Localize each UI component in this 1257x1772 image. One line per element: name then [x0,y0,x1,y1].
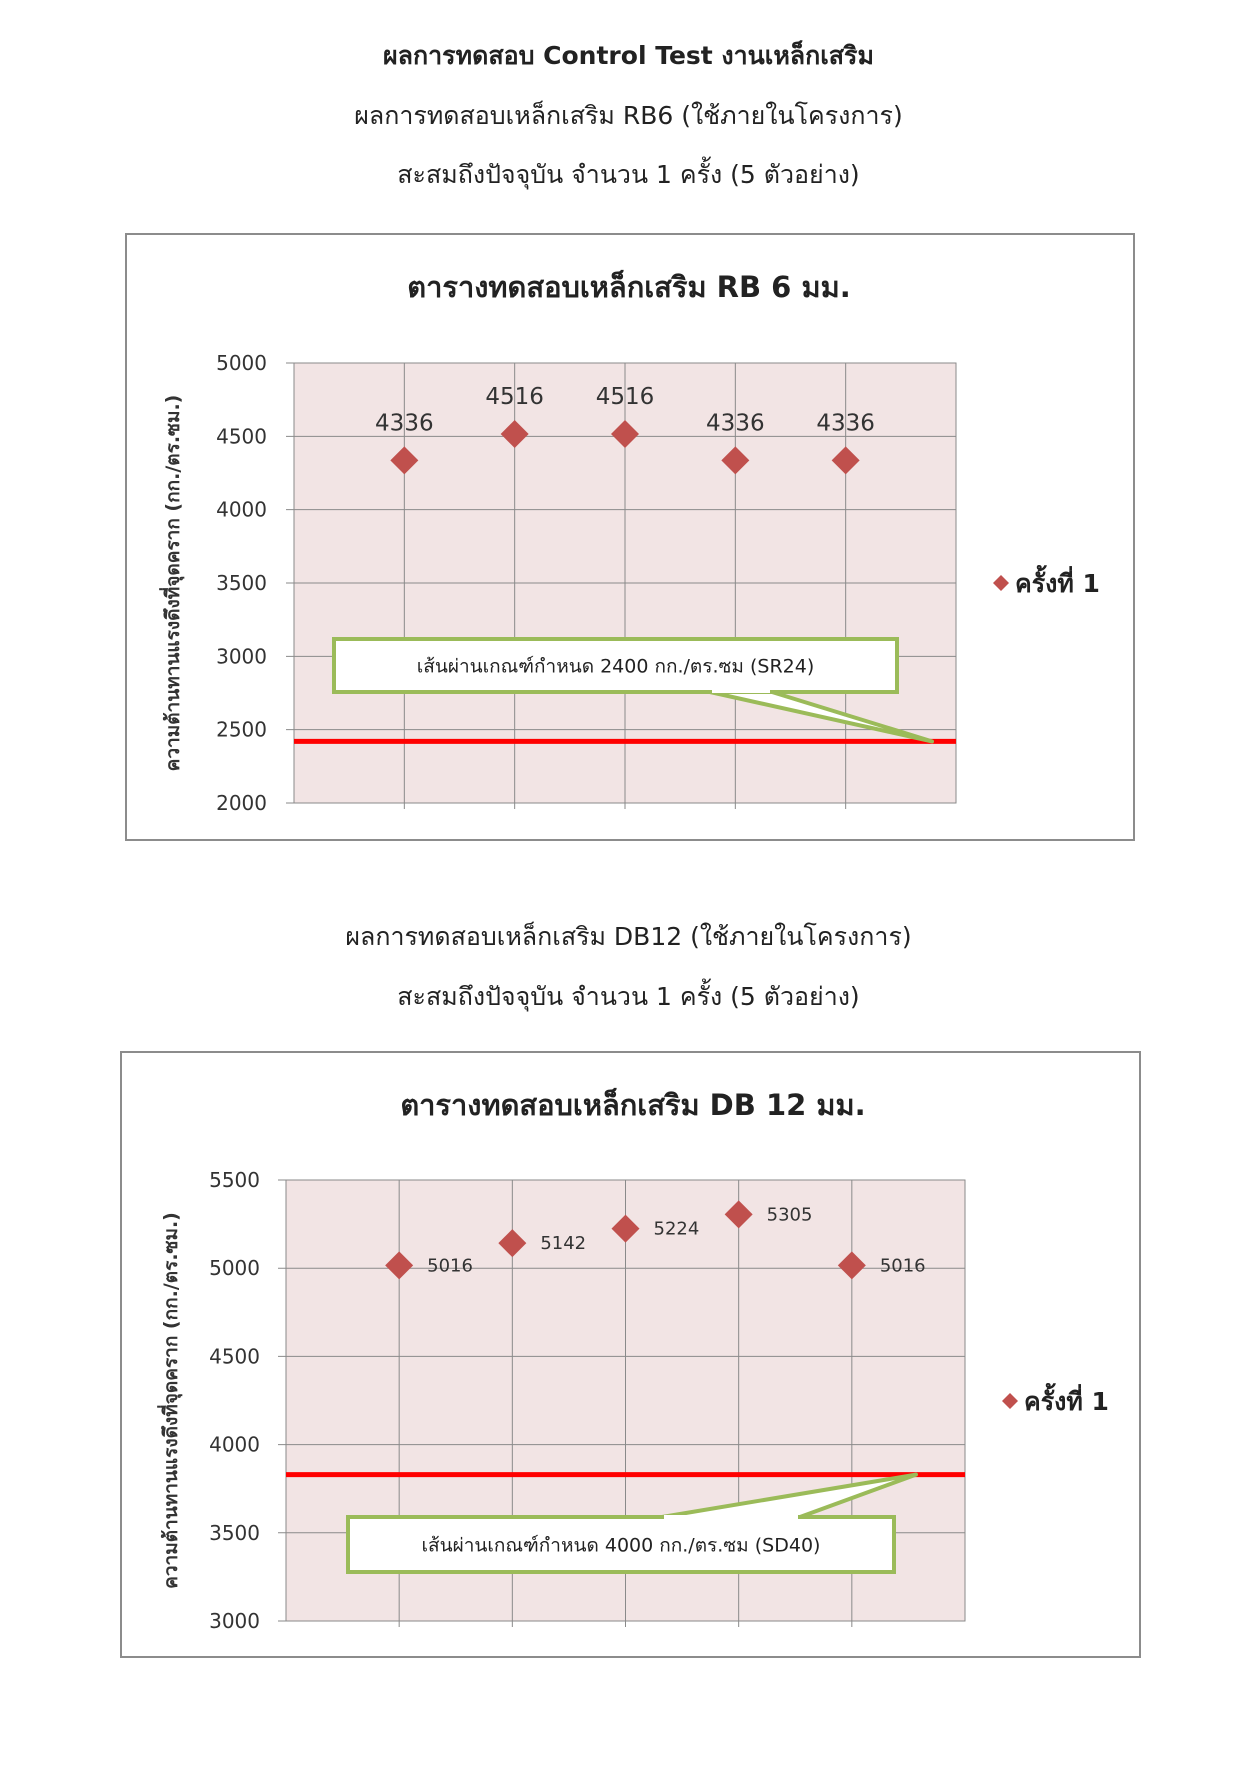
y-tick-label: 2000 [216,791,267,815]
callout-seam-mask [712,688,770,693]
data-label: 5305 [766,1204,813,1226]
data-label: 4336 [706,410,765,437]
y-tick-label: 3500 [216,571,267,595]
chart-title: ตารางทดสอบเหล็กเสริม DB 12 มม. [400,1088,866,1122]
y-tick-label: 3500 [209,1520,260,1545]
legend-marker [1002,1393,1018,1409]
db12-subtitle: ผลการทดสอบเหล็กเสริม DB12 (ใช้ภายในโครงการ) [345,922,912,951]
y-tick-label: 5500 [209,1168,260,1192]
rb6-chart-frame [125,233,1135,841]
data-label: 5224 [653,1218,700,1240]
threshold-label: เส้นผ่านเกณฑ์กำหนด 2400 กก./ตร.ซม (SR24) [416,655,815,678]
y-axis-label: ความต้านทานแรงดึงที่จุดคราก (กก./ตร.ซม.) [160,1212,182,1589]
data-label: 5142 [540,1233,587,1255]
chart-title: ตารางทดสอบเหล็กเสริม RB 6 มม. [407,270,851,304]
db12-chart [122,1053,1139,1656]
y-tick-label: 4500 [209,1344,260,1369]
y-tick-label: 4000 [209,1432,260,1457]
rb6-sample-count: สะสมถึงปัจจุบัน จำนวน 1 ครั้ง (5 ตัวอย่าง) [397,160,860,189]
db12-chart-frame [120,1051,1141,1658]
data-label: 5016 [879,1255,926,1277]
rb6-chart [127,235,1133,839]
y-tick-label: 5000 [209,1256,260,1281]
y-tick-label: 4000 [216,497,267,522]
y-tick-label: 3000 [209,1609,260,1633]
data-label: 4516 [485,383,544,410]
main-title: ผลการทดสอบ Control Test งานเหล็กเสริม [383,41,874,70]
data-label: 4336 [375,410,434,437]
y-tick-label: 4500 [216,424,267,449]
legend-label: ครั้งที่ 1 [1024,1387,1109,1416]
y-tick-label: 5000 [216,351,267,375]
db12-sample-count: สะสมถึงปัจจุบัน จำนวน 1 ครั้ง (5 ตัวอย่าง) [397,982,860,1011]
threshold-label: เส้นผ่านเกณฑ์กำหนด 4000 กก./ตร.ซม (SD40) [421,1534,821,1557]
y-axis-label: ความต้านทานแรงดึงที่จุดคราก (กก./ตร.ซม.) [162,394,184,772]
y-tick-label: 2500 [216,717,267,742]
legend-label: ครั้งที่ 1 [1015,569,1100,598]
legend-marker [993,575,1009,591]
data-label: 5016 [427,1255,473,1277]
callout-seam-mask [664,1515,798,1520]
data-label: 4336 [816,410,875,437]
y-tick-label: 3000 [216,644,267,669]
data-label: 4516 [595,383,655,410]
rb6-subtitle: ผลการทดสอบเหล็กเสริม RB6 (ใช้ภายในโครงการ) [354,101,903,130]
